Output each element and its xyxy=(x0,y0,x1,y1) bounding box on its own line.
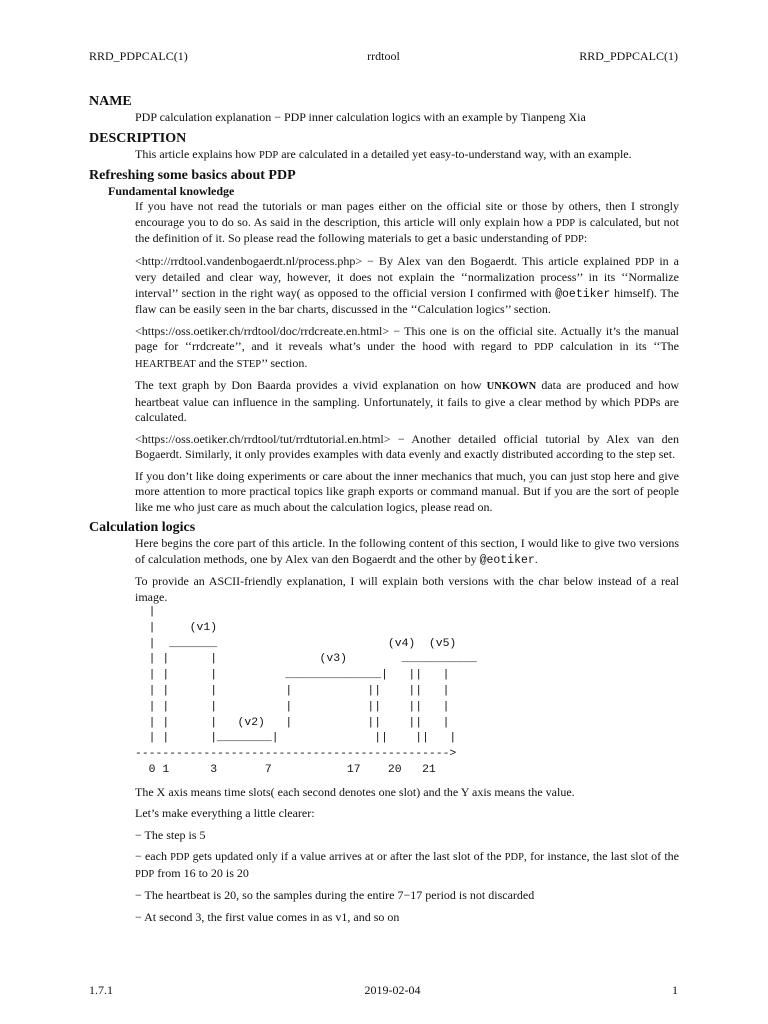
basics-paragraph-4: The text graph by Don Baarda provides a vivid explanation on how UNKOWN data are produced and how heartbeat value can influence in the sampling. Unfortunately, it fails to give a clear method by which PDPs are calculated. xyxy=(135,378,679,424)
footer-version: 1.7.1 xyxy=(89,983,113,997)
header-center: rrdtool xyxy=(367,49,400,63)
basics-paragraph-2: <http://rrdtool.vandenbogaerdt.nl/process.php> − By Alex van den Bogaerdt. This article explained PDP in a very detailed and clear way, however, it does not explain the ‘‘normalization process’’ in its ‘‘Normalize interval’’ section in the right way( as opposed to the official version I confirmed with @oetiker himself). The flaw can be easily seen in the bar charts, discussed in the ‘‘Calculation logics’’ section. xyxy=(135,253,679,316)
calc-paragraph-4: Let’s make everything a little clearer: xyxy=(135,806,315,821)
calc-paragraph-2: To provide an ASCII-friendly explanation, I will explain both versions with the char below instead of a real image. xyxy=(135,574,679,604)
name-text: PDP calculation explanation − PDP inner calculation logics with an example by Tianpeng Xia xyxy=(135,110,586,124)
calc-paragraph-1: Here begins the core part of this article. In the following content of this section, I would like to give two versions of calculation methods, one by Alex van den Bogaerdt and the other by @eotiker. xyxy=(135,536,679,567)
basics-paragraph-3: <https://oss.oetiker.ch/rrdtool/doc/rrdcreate.en.html> − This one is on the official site. Actually it’s the manual page for ‘‘rrdcreate’’, and it reveals what’s under the hood with regard to PDP calculation in its ‘‘The HEARTBEAT and the STEP’’ section. xyxy=(135,323,679,370)
calc-bullet-2: − each PDP gets updated only if a value arrives at or after the last slot of the PDP, for instance, the last slot of the PDP from 16 to 20 is 20 xyxy=(135,849,679,880)
header-left: RRD_PDPCALC(1) xyxy=(89,49,188,63)
man-page-body xyxy=(89,93,679,925)
basics-paragraph-6: If you don’t like doing experiments or care about the inner mechanics that much, you can just stop here and give more attention to more practical topics like graph exports or command manual. But if you are the sort of people like me who just care as much about the calculation logics, please read on. xyxy=(135,468,679,514)
ascii-chart: | | (v1) | _______ (v4) (v5) | | | (v3) ___________ | | | ______________| || | | | | | || || | | | | | || || | | | | (v2) | || || | | | |________| || || | ----------------------------------------------> 0 1 3 7 17 20 21 xyxy=(135,606,477,776)
calc-bullet-4: − At second 3, the first value comes in as v1, and so on xyxy=(135,909,400,924)
section-heading-calculation: Calculation logics xyxy=(89,520,196,535)
calc-paragraph-3: The X axis means time slots( each second denotes one slot) and the Y axis means the value. xyxy=(135,784,575,799)
basics-paragraph-5: <https://oss.oetiker.ch/rrdtool/tut/rrdtutorial.en.html> − Another detailed official tutorial by Alex van den Bogaerdt. Similarly, it only provides examples with data evenly and exactly distributed according to the step set. xyxy=(135,431,679,461)
section-heading-basics: Refreshing some basics about PDP xyxy=(89,168,296,183)
calc-bullet-1: − The step is 5 xyxy=(135,827,206,842)
page-header xyxy=(89,49,678,65)
page-footer xyxy=(89,983,678,999)
footer-page-number: 1 xyxy=(672,983,678,997)
header-right: RRD_PDPCALC(1) xyxy=(579,49,678,63)
calc-bullet-3: − The heartbeat is 20, so the samples during the entire 7−17 period is not discarded xyxy=(135,888,535,903)
footer-date: 2019-02-04 xyxy=(364,983,421,997)
description-text: This article explains how PDP are calculated in a detailed yet easy-to-understand way, with an example. xyxy=(135,146,632,161)
basics-paragraph-1: If you have not read the tutorials or man pages either on the official site or those by others, then I strongly encourage you to do so. As said in the description, this article will only explain how a PDP is calculated, but not the definition of it. So please read the following materials to get a basic understanding of PDP: xyxy=(135,199,679,245)
section-heading-name: NAME xyxy=(89,94,132,109)
section-heading-description: DESCRIPTION xyxy=(89,130,187,146)
subheading-fundamental: Fundamental knowledge xyxy=(108,184,235,198)
